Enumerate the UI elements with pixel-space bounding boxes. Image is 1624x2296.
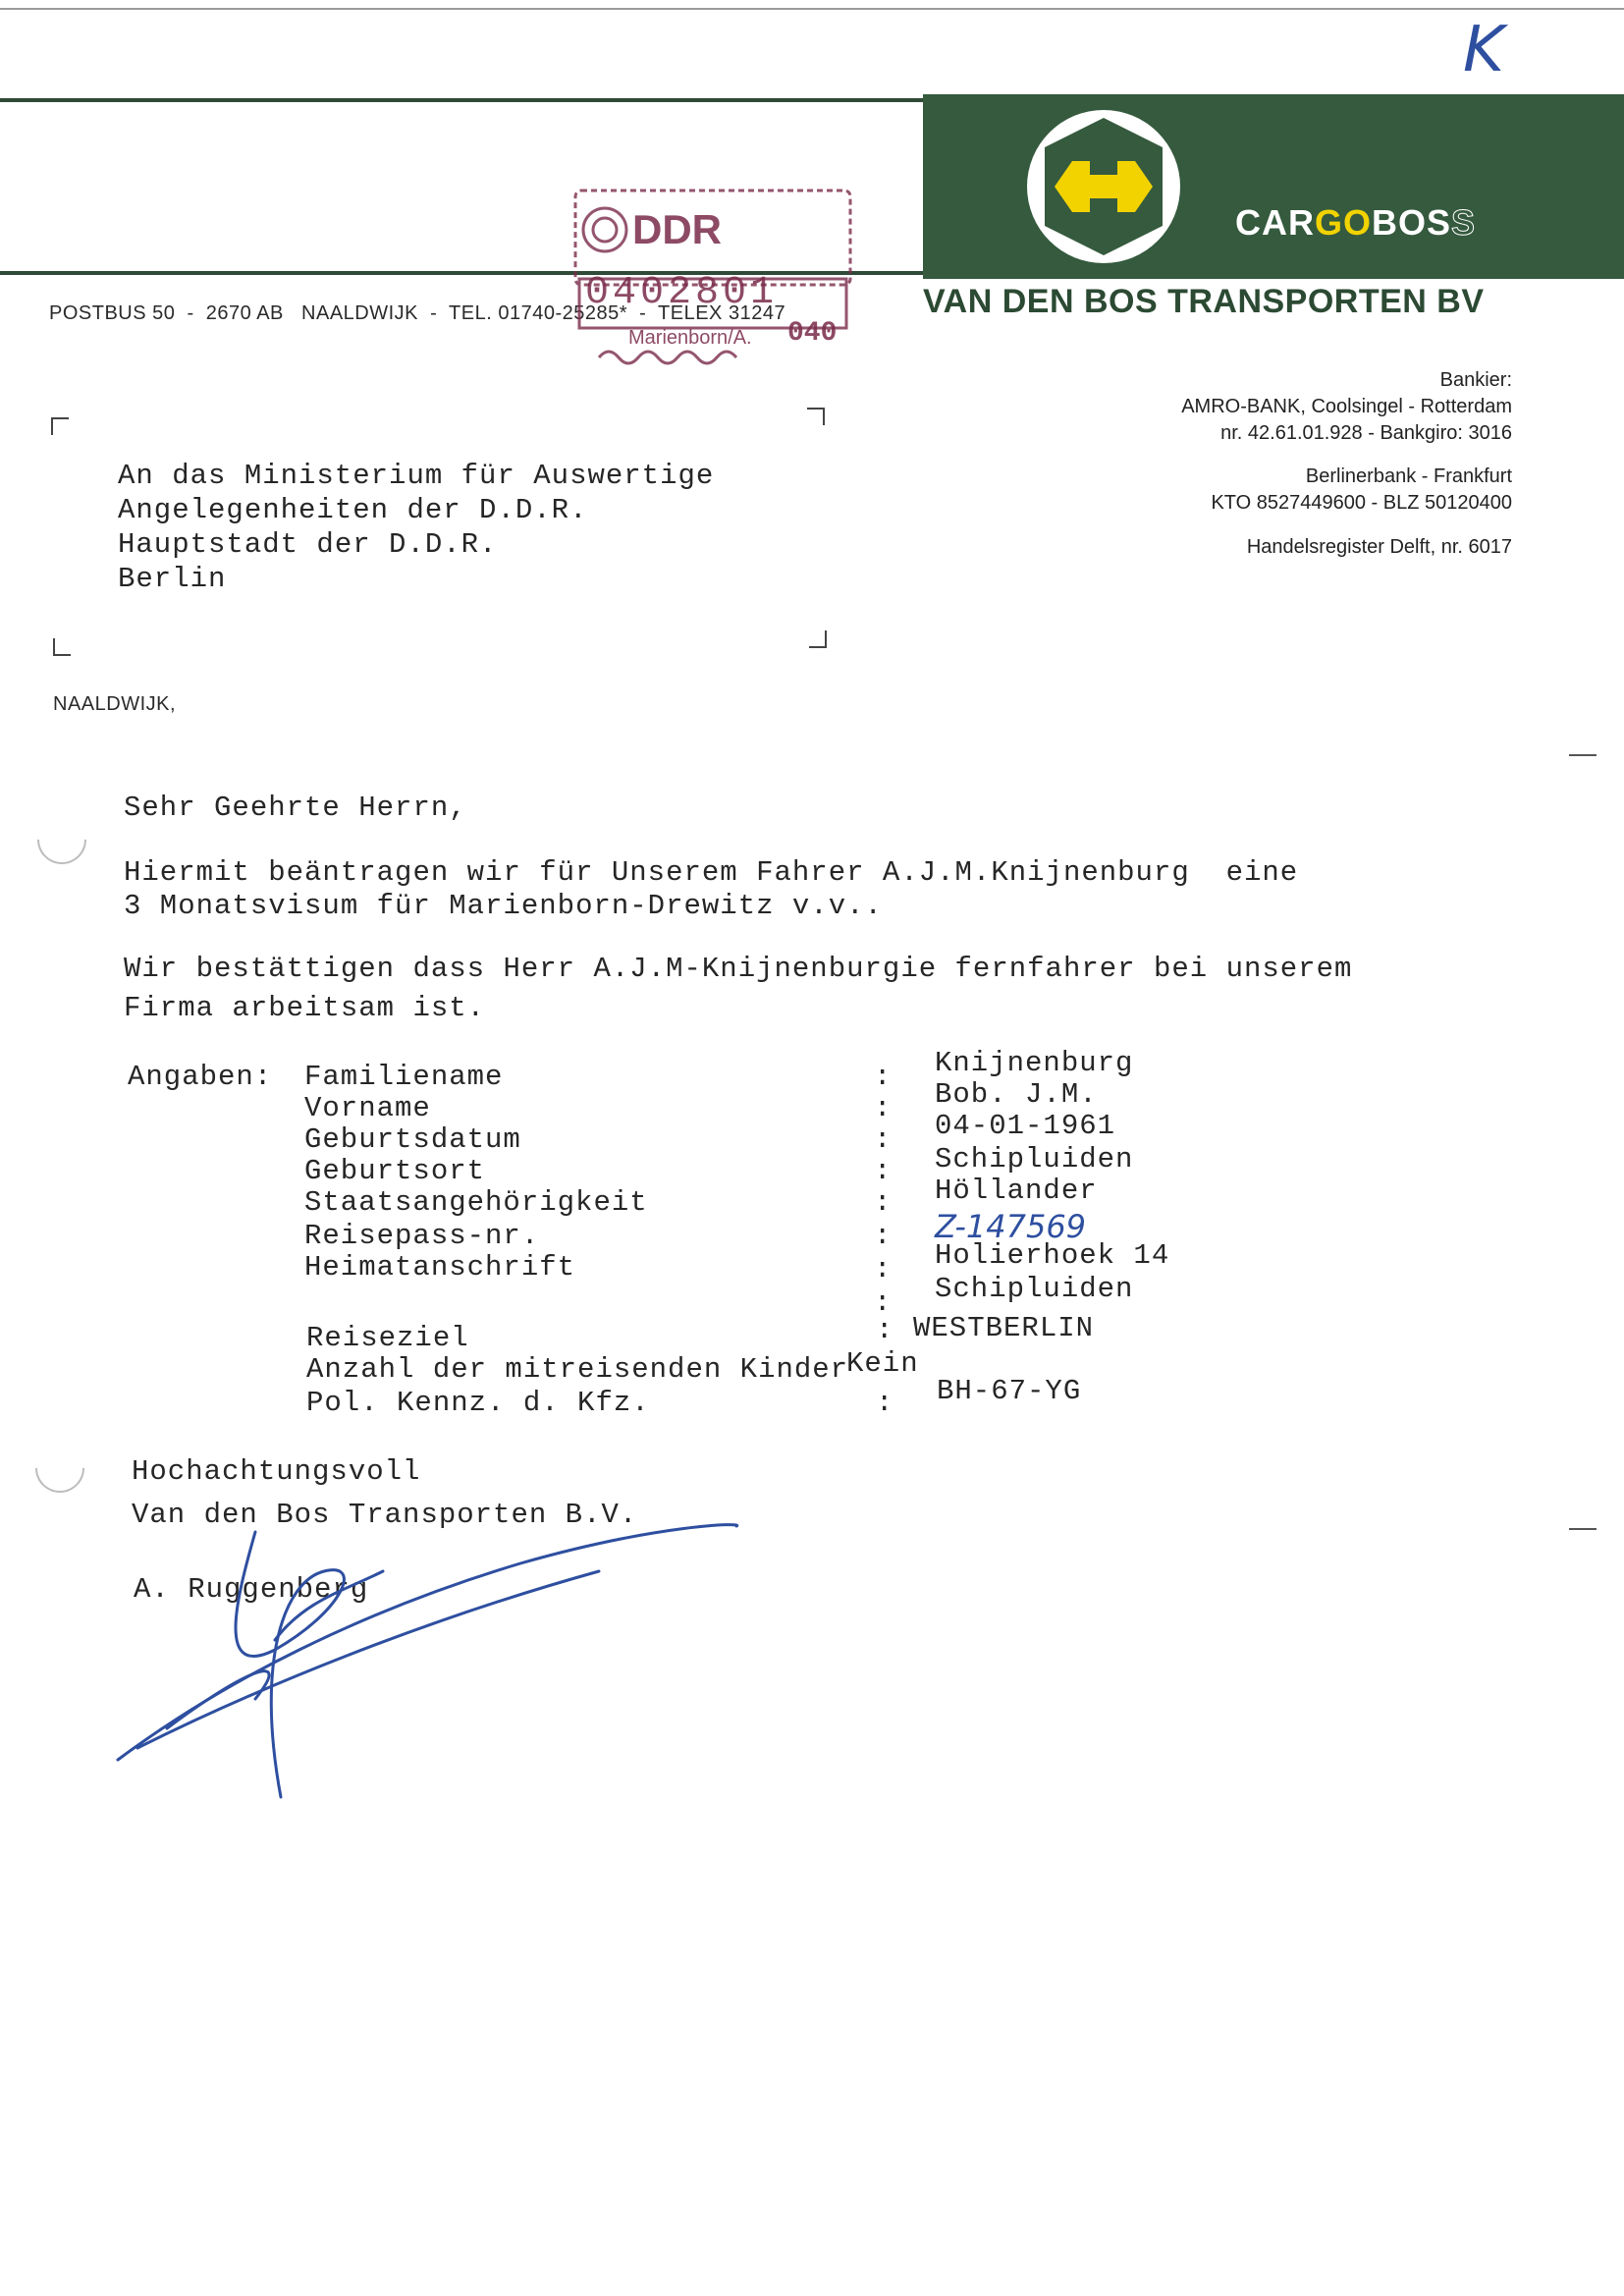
trade-register: Handelsregister Delft, nr. 6017 xyxy=(1246,536,1512,558)
ddr-border-stamp xyxy=(569,181,864,387)
closing-company: Van den Bos Transporten B.V. xyxy=(132,1499,638,1531)
stamp-number-text: 0402801 xyxy=(585,271,779,315)
window-corner-bottom-right xyxy=(809,630,827,648)
stamp-code-text: 040 xyxy=(787,318,838,349)
kinder-value: Kein xyxy=(846,1347,919,1380)
margin-mark: K xyxy=(1463,14,1504,86)
bank-heading: Bankier: xyxy=(1439,369,1512,391)
punch-hole xyxy=(27,805,97,875)
bank-1-line1: AMRO-BANK, Coolsingel - Rotterdam xyxy=(1181,396,1512,417)
kfz-label: Pol. Kennz. d. Kfz. xyxy=(306,1387,650,1419)
detail-label: Geburtsdatum xyxy=(304,1123,521,1156)
fold-mark xyxy=(1569,754,1597,756)
detail-colon: : xyxy=(874,1220,893,1252)
postal-address-line: POSTBUS 50 - 2670 AB NAALDWIJK - TEL. 01740-25285* - TELEX 31247 xyxy=(49,302,786,324)
stamp-ddr-text: DDR xyxy=(632,206,722,252)
bank-2-line1: Berlinerbank - Frankfurt xyxy=(1305,465,1512,487)
detail-label: Heimatanschrift xyxy=(304,1251,576,1284)
brand-wordmark xyxy=(1235,202,1476,244)
detail-value: Höllander xyxy=(935,1175,1098,1207)
detail-colon: : xyxy=(874,1092,893,1124)
paragraph-2-line-2: Firma arbeitsam ist. xyxy=(124,992,486,1024)
detail-colon: : xyxy=(874,1061,893,1093)
details-intro: Angaben: xyxy=(128,1061,273,1093)
signer-name: A. Ruggenberg xyxy=(134,1573,369,1606)
detail-colon: : xyxy=(874,1286,893,1319)
brand-part-bos: BOS xyxy=(1372,202,1452,243)
brand-part-go: GO xyxy=(1315,202,1373,243)
detail-value: Bob. J.M. xyxy=(935,1078,1098,1111)
window-corner-bottom-left xyxy=(53,638,71,656)
detail-label: Vorname xyxy=(304,1092,431,1124)
detail-label: Reisepass-nr. xyxy=(304,1220,540,1252)
detail-label: Familiename xyxy=(304,1061,504,1093)
detail-label: Staatsangehörigkeit xyxy=(304,1186,648,1219)
detail-colon: : xyxy=(876,1387,894,1419)
reiseziel-value: WESTBERLIN xyxy=(913,1312,1095,1344)
bank-1-line2: nr. 42.61.01.928 - Bankgiro: 3016 xyxy=(1220,422,1512,444)
paragraph-1-line-1: Hiermit beäntragen wir für Unserem Fahrer A.J.M.Knijnenburg eine xyxy=(124,856,1299,889)
detail-value: Holierhoek 14 xyxy=(935,1239,1170,1272)
salutation: Sehr Geehrte Herrn, xyxy=(124,792,467,824)
cargoboss-logo-icon xyxy=(1025,108,1182,265)
handwritten-signature xyxy=(108,1503,756,1827)
kfz-value: BH-67-YG xyxy=(937,1375,1082,1407)
fold-mark xyxy=(1569,1528,1597,1530)
detail-colon: : xyxy=(876,1314,894,1346)
detail-colon: : xyxy=(874,1155,893,1187)
window-corner-top-right xyxy=(807,408,825,425)
paragraph-2-line-1: Wir bestättigen dass Herr A.J.M-Knijnenburgie fernfahrer bei unserem xyxy=(124,953,1353,985)
recipient-line-4: Berlin xyxy=(118,563,227,595)
reiseziel-label: Reiseziel xyxy=(306,1322,469,1354)
place-line: NAALDWIJK, xyxy=(53,693,177,715)
detail-value: 04-01-1961 xyxy=(935,1110,1116,1142)
window-corner-top-left xyxy=(51,417,69,435)
detail-colon: : xyxy=(874,1253,893,1285)
detail-value: Schipluiden xyxy=(935,1143,1134,1175)
detail-value: Knijnenburg xyxy=(935,1047,1134,1079)
recipient-line-1: An das Ministerium für Auswertige xyxy=(118,460,715,492)
closing-greeting: Hochachtungsvoll xyxy=(132,1455,421,1488)
punch-hole xyxy=(26,1434,95,1503)
stamp-location-text: Marienborn/A. xyxy=(628,327,752,349)
brand-part-car: CAR xyxy=(1235,202,1315,243)
detail-colon: : xyxy=(874,1186,893,1219)
detail-value: Schipluiden xyxy=(935,1273,1134,1305)
recipient-line-3: Hauptstadt der D.D.R. xyxy=(118,528,498,561)
detail-label: Geburtsort xyxy=(304,1155,486,1187)
detail-value-handwritten: Z-147569 xyxy=(935,1208,1087,1245)
scan-edge-line xyxy=(0,8,1624,10)
recipient-line-2: Angelegenheiten der D.D.R. xyxy=(118,494,588,526)
company-name: VAN DEN BOS TRANSPORTEN BV xyxy=(923,283,1485,320)
paragraph-1-line-2: 3 Monatsvisum für Marienborn-Drewitz v.v.. xyxy=(124,890,883,922)
kinder-label: Anzahl der mitreisenden Kinder xyxy=(306,1353,849,1386)
detail-colon: : xyxy=(874,1123,893,1156)
brand-part-s: S xyxy=(1451,202,1477,243)
bank-2-line2: KTO 8527449600 - BLZ 50120400 xyxy=(1211,492,1512,514)
